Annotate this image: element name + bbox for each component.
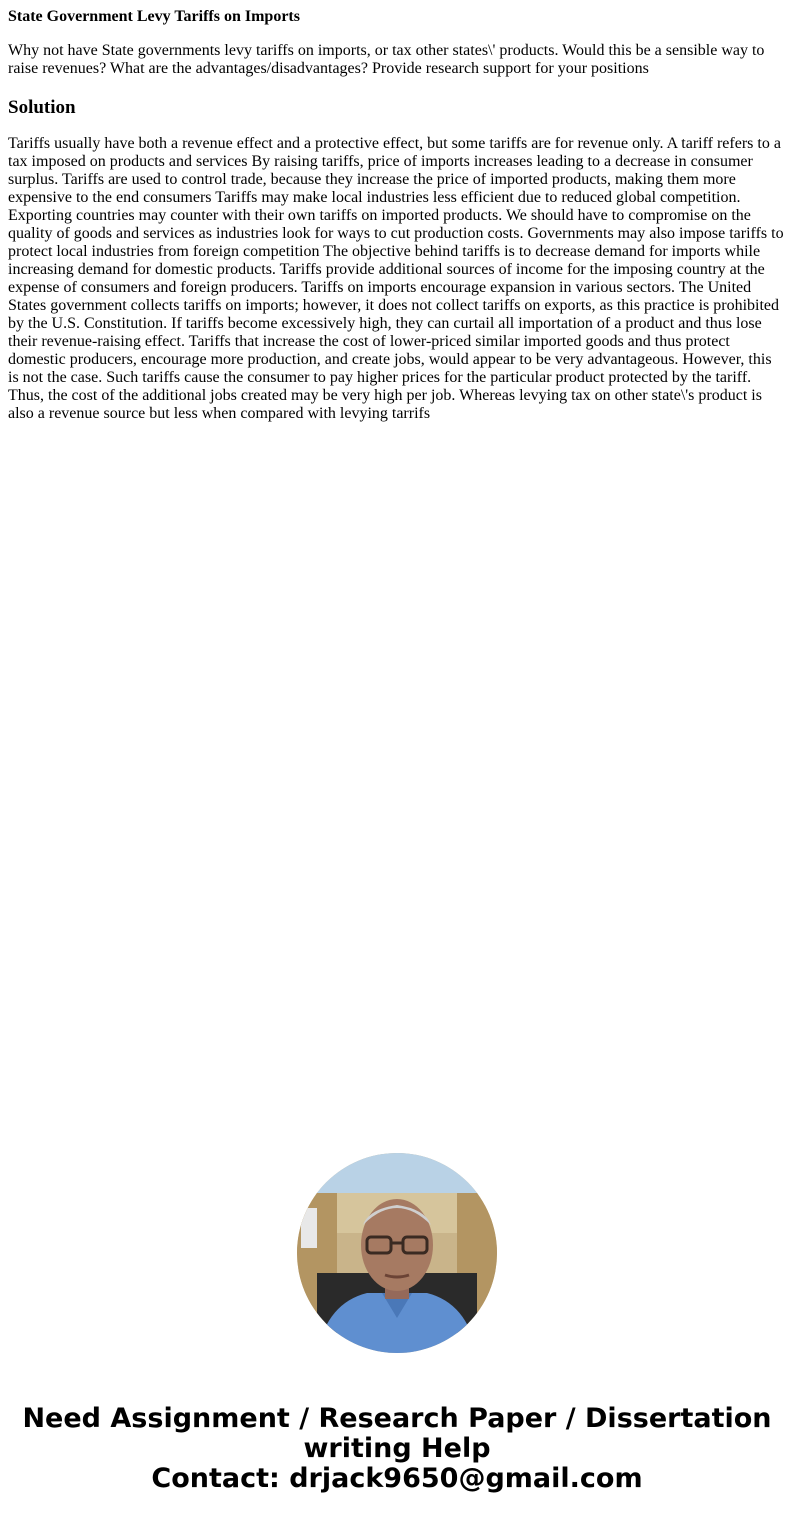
solution-text: Tariffs usually have both a revenue effect and a protective effect, but some tariffs are for revenue only. A tariff refers to a tax imposed on products and services By raising tariffs, price of imports increases leading to a decrease in consumer surplus. Tariffs are used to control trade, because they increase the price of imported products, making them more expensive to the end consumers Tariffs may make local industries less efficient due to reduced global competition. Exporting countries may counter with their own tariffs on imported products. We should have to compromise on the quality of goods and services as industries look for ways to cut production costs. Governments may also impose tariffs to protect local industries from foreign competition The objective behind tariffs is to decrease demand for imports while increasing demand for domestic products. Tariffs provide additional sources of income for the imposing country at the expense of consumers and foreign producers. Tariffs on imports encourage expansion in various sectors. The United States government collects tariffs on imports; however, it does not collect tariffs on exports, as this practice is prohibited by the U.S. Constitution. If tariffs become excessively high, they can curtail all importation of a product and thus lose their revenue-raising effect. Tariffs that increase the cost of lower-priced similar imported goods and thus protect domestic producers, encourage more production, and create jobs, would appear to be very advantageous. However, this is not the case. Such tariffs cause the consumer to pay higher prices for the particular product protected by the tariff. Thus, the cost of the additional jobs created may be very high per job. Whereas levying tax on other state\'s product is also a revenue source but less when compared with levying tarrifs: [8, 135, 784, 422]
promo-banner: [0, 1404, 794, 1494]
author-avatar: [297, 1153, 497, 1353]
solution-heading: Solution: [8, 97, 76, 118]
person-photo-icon: [297, 1153, 497, 1353]
page-title: State Government Levy Tariffs on Imports: [8, 8, 300, 25]
promo-contact: Contact: drjack9650@gmail.com: [151, 1463, 643, 1494]
document-content: [8, 0, 786, 423]
promo-line-1: Need Assignment / Research Paper / Dissertation: [22, 1403, 772, 1434]
promo-line-2: writing Help: [303, 1433, 491, 1464]
question-text: Why not have State governments levy tariffs on imports, or tax other states\' products. Would this be a sensible way to raise revenues? What are the advantages/disadvantages? Provide research support for your positions: [8, 42, 765, 77]
